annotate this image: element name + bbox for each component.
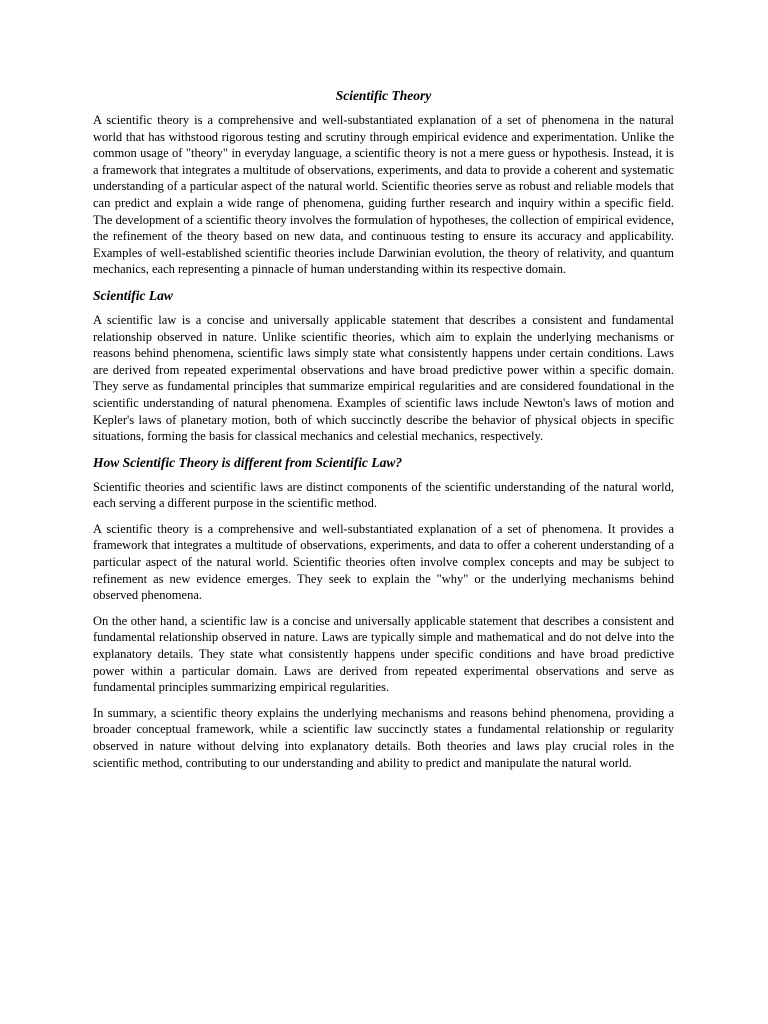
difference-heading: How Scientific Theory is different from Scientific Law? (93, 454, 403, 470)
difference-law-paragraph: On the other hand, a scientific law is a concise and universally applicable statement that describes a consistent and fundamental relationship observed in nature. Laws are typically simple and mathematical and do not delve into the explanatory details. They state what consistently happens under specific conditions and have broad predictive power within a particular domain. Laws are derived from repeated experimental observations and serve as fundamental principles summarizing empirical regularities. (93, 613, 674, 695)
theory-paragraph: A scientific theory is a comprehensive and well-substantiated explanation of a set of phenomena in the natural world that has withstood rigorous testing and scrutiny through empirical evidence and experimentation. Unlike the common usage of "theory" in everyday language, a scientific theory is not a mere guess or hypothesis. Instead, it is a framework that integrates a multitude of observations, experiments, and data to provide a coherent and systematic understanding of a particular aspect of the natural world. Scientific theories serve as robust and reliable models that can predict and explain a wide range of phenomena, guiding further research and inquiry within a specific field. The development of a scientific theory involves the formulation of hypotheses, the collection of empirical evidence, the refinement of the theory based on new data, and continuous testing to ensure its accuracy and applicability. Examples of well-established scientific theories include Darwinian evolution, the theory of relativity, and quantum mechanics, each representing a pinnacle of human understanding within its respective domain. (93, 113, 674, 277)
difference-theory-paragraph: A scientific theory is a comprehensive and well-substantiated explanation of a set of phenomena. It provides a framework that integrates a multitude of observations, experiments, and data to offer a coherent understanding of a particular aspect of the natural world. Scientific theories often involve complex concepts and may be subject to refinement as new evidence emerges. They seek to explain the "why" or the underlying mechanisms behind observed phenomena. (93, 521, 674, 603)
law-paragraph: A scientific law is a concise and universally applicable statement that describes a consistent and fundamental relationship observed in nature. Unlike scientific theories, which aim to explain the underlying mechanisms or reasons behind phenomena, scientific laws simply state what consistently happens under certain conditions. Laws are derived from repeated experimental observations and have broad predictive power within a specific domain. They serve as fundamental principles that summarize empirical regularities and are considered foundational in the scientific understanding of natural phenomena. Examples of scientific laws include Newton's laws of motion and Kepler's laws of planetary motion, both of which succinctly describe the behavior of physical objects in specific situations, forming the basis for classical mechanics and celestial mechanics, respectively. (93, 312, 674, 444)
document-title: Scientific Theory (335, 88, 432, 103)
document-page (93, 86, 674, 780)
difference-intro-paragraph: Scientific theories and scientific laws are distinct components of the scientific understanding of the natural world, each serving a different purpose in the scientific method. (93, 479, 674, 511)
summary-paragraph: In summary, a scientific theory explains the underlying mechanisms and reasons behind phenomena, providing a broader conceptual framework, while a scientific law succinctly states a fundamental relationship or regularity observed in nature without delving into explanatory details. Both theories and laws play crucial roles in the scientific method, contributing to our understanding and ability to predict and manipulate the natural world. (93, 705, 674, 770)
law-heading: Scientific Law (93, 287, 173, 303)
